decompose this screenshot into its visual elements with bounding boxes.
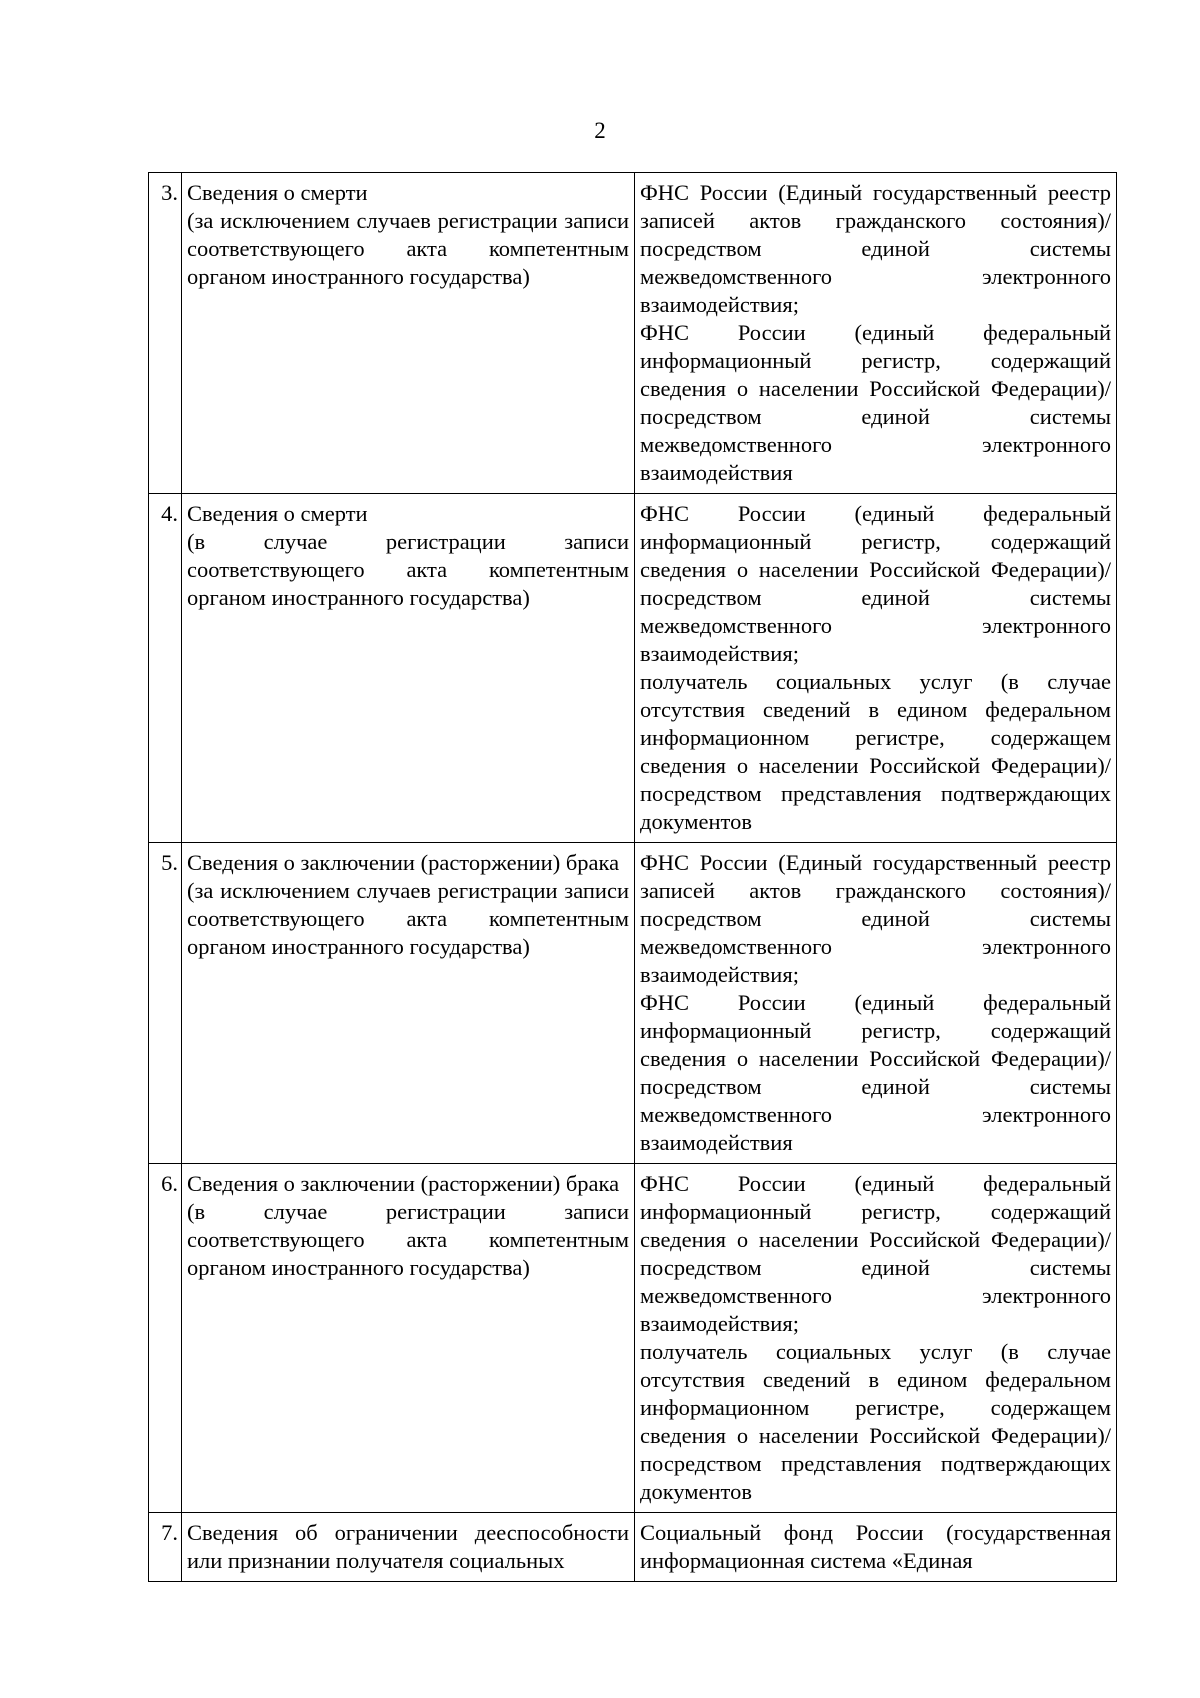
source-paragraph: Социальный фонд России (государственная информационная система «Единая bbox=[640, 1520, 1111, 1573]
info-paragraph: (в случае регистрации записи соответствующего акта компетентным органом иностранного государства) bbox=[187, 1199, 629, 1280]
table-row bbox=[149, 1164, 1117, 1513]
source-cell bbox=[635, 494, 1117, 843]
info-paragraph: (за исключением случаев регистрации записи соответствующего акта компетентным органом иностранного государства) bbox=[187, 208, 629, 289]
row-number: 6. bbox=[149, 1164, 182, 1513]
source-paragraph: ФНС России (Единый государственный реестр записей актов гражданского состояния)/посредством единой системы межведомственного электронного взаимодействия; bbox=[640, 850, 1111, 987]
table-row bbox=[149, 494, 1117, 843]
info-paragraph: Сведения о смерти bbox=[187, 501, 368, 526]
row-number: 3. bbox=[149, 173, 182, 494]
info-paragraph: Сведения о заключении (расторжении) брака bbox=[187, 1171, 620, 1196]
table-row bbox=[149, 173, 1117, 494]
info-paragraph: Сведения о заключении (расторжении) брака bbox=[187, 850, 620, 875]
source-cell bbox=[635, 843, 1117, 1164]
info-cell bbox=[182, 1164, 635, 1513]
info-cell bbox=[182, 843, 635, 1164]
info-paragraph: (в случае регистрации записи соответствующего акта компетентным органом иностранного государства) bbox=[187, 529, 629, 610]
info-paragraph: Сведения о смерти bbox=[187, 180, 368, 205]
page-number: 2 bbox=[594, 118, 606, 143]
source-paragraph: получатель социальных услуг (в случае отсутствия сведений в едином федеральном информационном регистре, содержащем сведения о населении Российской Федерации)/посредством представления подтверждающих документов bbox=[640, 669, 1111, 834]
source-paragraph: ФНС России (единый федеральный информационный регистр, содержащий сведения о населении Российской Федерации)/посредством единой системы межведомственного электронного взаимодействия; bbox=[640, 1171, 1111, 1336]
row-number: 4. bbox=[149, 494, 182, 843]
info-cell bbox=[182, 1513, 635, 1582]
source-cell bbox=[635, 1513, 1117, 1582]
row-number: 7. bbox=[149, 1513, 182, 1582]
table-row bbox=[149, 843, 1117, 1164]
source-paragraph: ФНС России (единый федеральный информационный регистр, содержащий сведения о населении Российской Федерации)/посредством единой системы межведомственного электронного взаимодействия bbox=[640, 320, 1111, 485]
source-paragraph: ФНС России (единый федеральный информационный регистр, содержащий сведения о населении Российской Федерации)/посредством единой системы межведомственного электронного взаимодействия; bbox=[640, 501, 1111, 666]
table-row bbox=[149, 1513, 1117, 1582]
source-paragraph: ФНС России (Единый государственный реестр записей актов гражданского состояния)/посредством единой системы межведомственного электронного взаимодействия; bbox=[640, 180, 1111, 317]
source-cell bbox=[635, 1164, 1117, 1513]
services-table bbox=[148, 172, 1117, 1582]
info-paragraph: Сведения об ограничении дееспособности или признании получателя социальных bbox=[187, 1520, 629, 1573]
source-paragraph: получатель социальных услуг (в случае отсутствия сведений в едином федеральном информационном регистре, содержащем сведения о населении Российской Федерации)/посредством представления подтверждающих документов bbox=[640, 1339, 1111, 1504]
source-paragraph: ФНС России (единый федеральный информационный регистр, содержащий сведения о населении Российской Федерации)/посредством единой системы межведомственного электронного взаимодействия bbox=[640, 990, 1111, 1155]
info-paragraph: (за исключением случаев регистрации записи соответствующего акта компетентным органом иностранного государства) bbox=[187, 878, 629, 959]
source-cell bbox=[635, 173, 1117, 494]
row-number: 5. bbox=[149, 843, 182, 1164]
info-cell bbox=[182, 173, 635, 494]
info-cell bbox=[182, 494, 635, 843]
